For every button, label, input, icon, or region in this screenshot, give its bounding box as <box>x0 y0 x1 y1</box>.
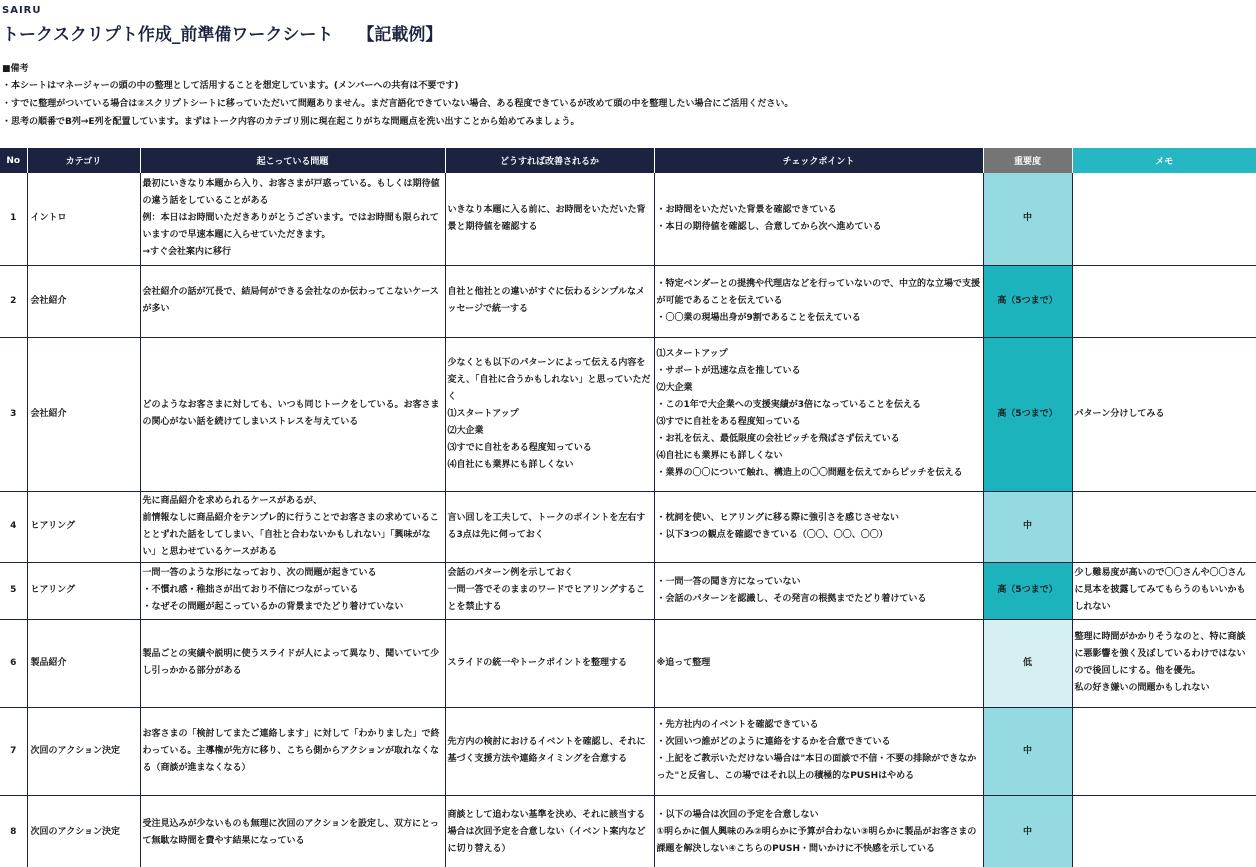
row-memo[interactable] <box>1072 265 1256 337</box>
row-improve[interactable]: いきなり本題に入る前に、お時間をいただいた背景と期待値を確認する <box>445 173 654 265</box>
row-problem[interactable]: 一問一答のような形になっており、次の問題が起きている ・不慣れ感・稚拙さが出ており不信につながっている ・なぜその問題が起こっているかの背景までたどり着けていない <box>140 562 445 619</box>
row-category[interactable]: 製品紹介 <box>27 619 140 707</box>
row-no[interactable]: 2 <box>0 265 27 337</box>
row-improve[interactable]: 先方内の検討におけるイベントを確認し、それに基づく支援方法や連絡タイミングを合意する <box>445 707 654 795</box>
row-improve[interactable]: 自社と他社との違いがすぐに伝わるシンプルなメッセージで統一する <box>445 265 654 337</box>
row-improve[interactable]: スライドの統一やトークポイントを整理する <box>445 619 654 707</box>
row-improve[interactable]: 言い回しを工夫して、トークのポイントを左右する3点は先に伺っておく <box>445 491 654 562</box>
header-check: チェックポイント <box>654 148 983 173</box>
header-improve: どうすれば改善されるか <box>445 148 654 173</box>
note-line: ・思考の順番でB列→E列を配置しています。まずはトーク内容のカテゴリ別に現在起こりがちな問題点を洗い出すことから始めてみましょう。 <box>2 117 580 127</box>
note-line: ・本シートはマネージャーの頭の中の整理として活用することを想定しています。(メンバーへの共有は不要です) <box>2 81 459 91</box>
header-problem: 起こっている問題 <box>140 148 445 173</box>
row-check[interactable]: ※追って整理 <box>654 619 983 707</box>
table-row <box>0 491 1256 562</box>
row-no[interactable]: 8 <box>0 795 27 867</box>
row-problem[interactable]: 最初にいきなり本題から入り、お客さまが戸惑っている。もしくは期待値の違う話をしていることがある 例：本日はお時間いただきありがとうございます。ではお時間も限られていますので早速本題に入らせていただきます。 →すぐ会社案内に移行 <box>140 173 445 265</box>
row-category[interactable]: イントロ <box>27 173 140 265</box>
row-check[interactable]: ・一問一答の聞き方になっていない ・会話のパターンを認識し、その発言の根拠までたどり着けている <box>654 562 983 619</box>
row-check[interactable]: ・以下の場合は次回の予定を合意しない ①明らかに個人興味のみ②明らかに予算が合わない③明らかに製品がお客さまの課題を解決しない④こちらのPUSH・問いかけに不快感を示している <box>654 795 983 867</box>
table-row <box>0 707 1256 795</box>
row-check[interactable]: ・先方社内のイベントを確認できている ・次回いつ誰がどのように連絡をするかを合意できている ・上記をご教示いただけない場合は"本日の面談で不信・不要の排除ができなかった"と反省し、この場ではそれ以上の積極的なPUSHはやめる <box>654 707 983 795</box>
table-row <box>0 619 1256 707</box>
row-importance[interactable]: 高（5つまで） <box>983 562 1072 619</box>
row-memo[interactable] <box>1072 491 1256 562</box>
row-category[interactable]: 会社紹介 <box>27 265 140 337</box>
row-no[interactable]: 5 <box>0 562 27 619</box>
row-problem[interactable]: お客さまの「検討してまたご連絡します」に対して「わかりました」で終わっている。主導権が先方に移り、こちら側からアクションが取れなくなる（商談が進まなくなる） <box>140 707 445 795</box>
row-no[interactable]: 4 <box>0 491 27 562</box>
row-memo[interactable]: パターン分けしてみる <box>1072 337 1256 491</box>
row-no[interactable]: 6 <box>0 619 27 707</box>
title-example-label: 【記載例】 <box>357 25 443 45</box>
header-no: No <box>0 148 27 173</box>
row-no[interactable]: 3 <box>0 337 27 491</box>
row-importance[interactable]: 中 <box>983 707 1072 795</box>
brand-logo-text: SAIRU <box>2 5 42 16</box>
row-memo[interactable] <box>1072 795 1256 867</box>
row-improve[interactable]: 商談として追わない基準を決め、それに該当する場合は次回予定を合意しない（イベント案内などに切り替える） <box>445 795 654 867</box>
row-category[interactable]: 次回のアクション決定 <box>27 707 140 795</box>
row-no[interactable]: 1 <box>0 173 27 265</box>
row-problem[interactable]: 受注見込みが少ないものも無理に次回のアクションを設定し、双方にとって無駄な時間を費やす結果になっている <box>140 795 445 867</box>
row-category[interactable]: ヒアリング <box>27 562 140 619</box>
page-title <box>2 20 442 45</box>
table-header-row <box>0 148 1256 173</box>
table-row <box>0 173 1256 265</box>
header-memo: メモ <box>1072 148 1256 173</box>
table-row <box>0 795 1256 867</box>
row-improve[interactable]: 会話のパターン例を示しておく 一問一答でそのままのワードでヒアリングすることを禁止する <box>445 562 654 619</box>
title-text: トークスクリプト作成_前準備ワークシート <box>2 25 334 45</box>
table-row <box>0 265 1256 337</box>
row-problem[interactable]: 製品ごとの実績や説明に使うスライドが人によって異なり、聞いていて少し引っかかる部分がある <box>140 619 445 707</box>
header-category: カテゴリ <box>27 148 140 173</box>
row-importance[interactable]: 中 <box>983 491 1072 562</box>
row-check[interactable]: ・お時間をいただいた背景を確認できている ・本日の期待値を確認し、合意してから次へ進めている <box>654 173 983 265</box>
header-importance: 重要度 <box>983 148 1072 173</box>
row-importance[interactable]: 低 <box>983 619 1072 707</box>
row-category[interactable]: 会社紹介 <box>27 337 140 491</box>
row-problem[interactable]: どのようなお客さまに対しても、いつも同じトークをしている。お客さまの関心がない話を続けてしまいストレスを与えている <box>140 337 445 491</box>
table-row <box>0 337 1256 491</box>
row-importance[interactable]: 高（5つまで） <box>983 265 1072 337</box>
row-problem[interactable]: 先に商品紹介を求められるケースがあるが、 前情報なしに商品紹介をテンプレ的に行うことでお客さまの求めていることとずれた話をしてしまい、「自社と合わないかもしれない」「興味がない」と思わせているケースがある <box>140 491 445 562</box>
row-category[interactable]: ヒアリング <box>27 491 140 562</box>
row-memo[interactable]: 少し難易度が高いので〇〇さんや〇〇さんに見本を披露してみてもらうのもいいかもしれない <box>1072 562 1256 619</box>
row-improve[interactable]: 少なくとも以下のパターンによって伝える内容を変え、「自社に合うかもしれない」と思っていただく ⑴スタートアップ ⑵大企業 ⑶すでに自社をある程度知っている ⑷自社にも業界にも詳しくない <box>445 337 654 491</box>
row-check[interactable]: ⑴スタートアップ ・サポートが迅速な点を推している ⑵大企業 ・この1年で大企業への支援実績が3倍になっていることを伝える ⑶すでに自社をある程度知っている ・お礼を伝え、最低限度の会社ピッチを飛ばさず伝えている ⑷自社にも業界にも詳しくない ・業界の〇〇について触れ、構造上の〇〇問題を伝えてからピッチを伝える <box>654 337 983 491</box>
row-memo[interactable]: 整理に時間がかかりそうなのと、特に商談に悪影響を強く及ぼしているわけではないので後回しにする。他を優先。 私の好き嫌いの問題かもしれない <box>1072 619 1256 707</box>
row-importance[interactable]: 中 <box>983 173 1072 265</box>
row-check[interactable]: ・枕詞を使い、ヒアリングに移る際に強引さを感じさせない ・以下3つの観点を確認できている（〇〇、〇〇、〇〇） <box>654 491 983 562</box>
row-memo[interactable] <box>1072 173 1256 265</box>
row-no[interactable]: 7 <box>0 707 27 795</box>
table-row <box>0 562 1256 619</box>
notes-heading: ■備考 <box>2 64 29 74</box>
row-importance[interactable]: 高（5つまで） <box>983 337 1072 491</box>
worksheet-table <box>0 148 1256 867</box>
row-problem[interactable]: 会社紹介の話が冗長で、結局何ができる会社なのか伝わってこないケースが多い <box>140 265 445 337</box>
row-memo[interactable] <box>1072 707 1256 795</box>
note-line: ・すでに整理がついている場合は②スクリプトシートに移っていただいて問題ありません。まだ言語化できていない場合、ある程度できているが改めて頭の中を整理したい場合にご活用ください。 <box>2 99 794 109</box>
row-importance[interactable]: 中 <box>983 795 1072 867</box>
row-category[interactable]: 次回のアクション決定 <box>27 795 140 867</box>
row-check[interactable]: ・特定ベンダーとの提携や代理店などを行っていないので、中立的な立場で支援が可能であることを伝えている ・〇〇業の現場出身が9割であることを伝えている <box>654 265 983 337</box>
